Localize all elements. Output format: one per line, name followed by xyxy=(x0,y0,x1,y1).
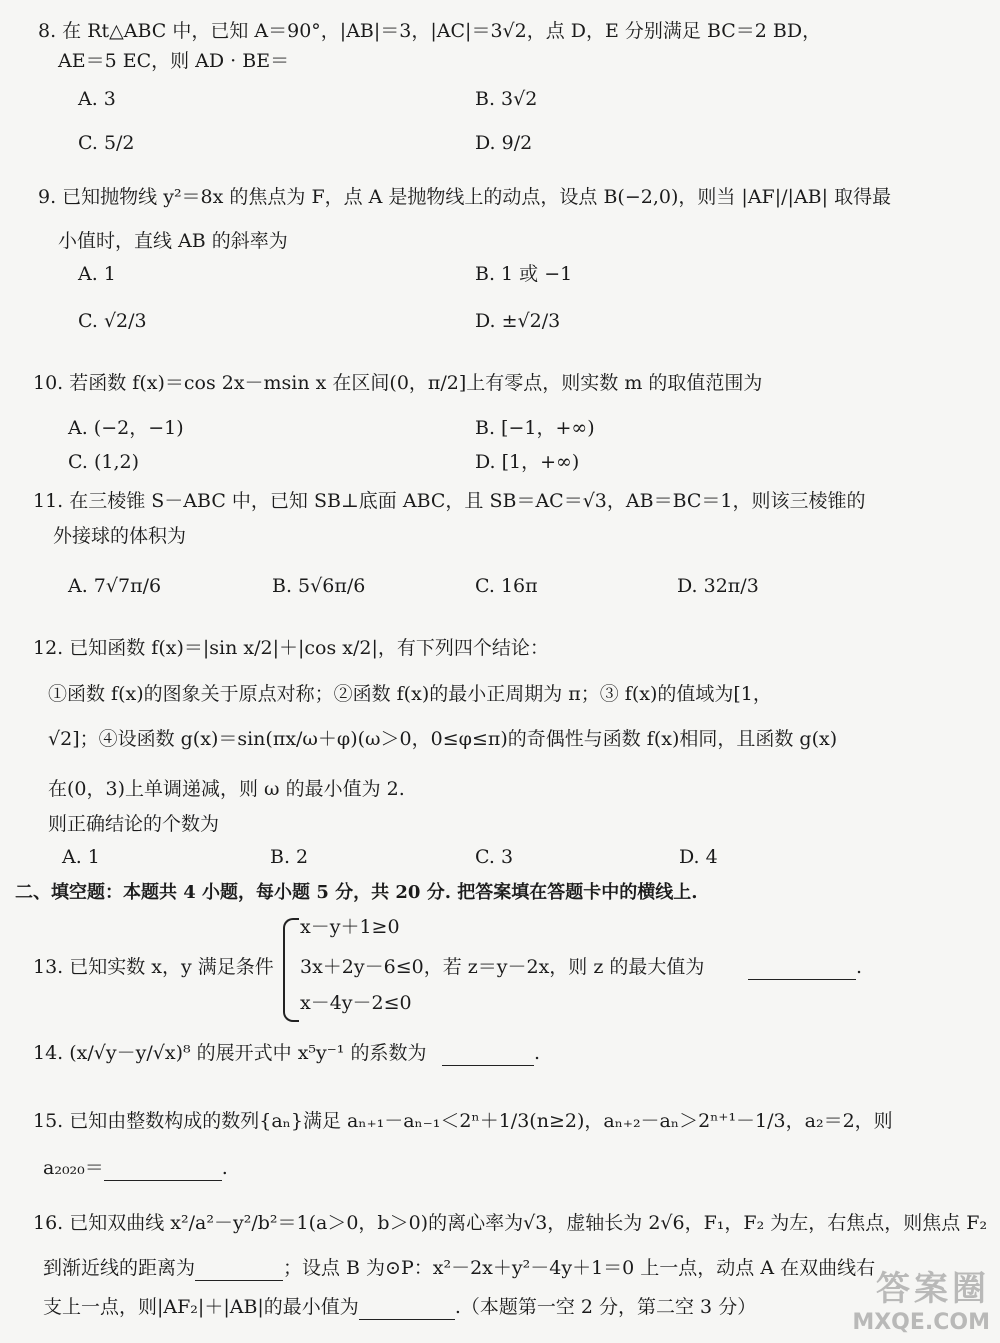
q15-answer-blank[interactable] xyxy=(104,1157,222,1181)
q12-line1: ①函数 f(x)的图象关于原点对称；②函数 f(x)的最小正周期为 π；③ f(x)的值域为[1， xyxy=(48,683,772,705)
q13-brace xyxy=(283,918,299,1022)
q9-option-d: D. ±√2/3 xyxy=(475,310,561,332)
q16-stem-line2 xyxy=(43,1257,875,1281)
site-watermark xyxy=(852,1261,990,1335)
q12-line4: 则正确结论的个数为 xyxy=(48,813,220,835)
q9-option-c: C. √2/3 xyxy=(78,310,147,332)
q10-option-b: B. [−1，+∞) xyxy=(475,417,595,439)
q9-stem-line1: 9. 已知抛物线 y²＝8x 的焦点为 F，点 A 是抛物线上的动点，设点 B(−2,0)，则当 |AF|/|AB| 取得最 xyxy=(38,186,892,208)
q13-stem-prefix: 13. 已知实数 x，y 满足条件 xyxy=(33,956,274,978)
q11-option-b: B. 5√6π/6 xyxy=(272,575,366,597)
q8-option-c: C. 5/2 xyxy=(78,132,135,154)
q8-option-b: B. 3√2 xyxy=(475,88,538,110)
q14-end: . xyxy=(534,1042,541,1064)
q10-option-a: A. (−2，−1) xyxy=(68,417,184,439)
q9-option-a: A. 1 xyxy=(78,263,116,285)
q16-blank-1[interactable] xyxy=(195,1257,283,1281)
q16-blank-2[interactable] xyxy=(359,1296,455,1320)
q15-a2020-label: a₂₀₂₀＝ xyxy=(43,1157,104,1179)
q16-part2: ；设点 B 为⊙P：x²－2x＋y²－4y＋1＝0 上一点，动点 A 在双曲线右 xyxy=(283,1257,876,1279)
q10-stem: 10. 若函数 f(x)＝cos 2x－msin x 在区间(0，π/2]上有零点，则实数 m 的取值范围为 xyxy=(33,372,763,394)
q10-option-c: C. (1,2) xyxy=(68,451,139,473)
q11-stem-line2: 外接球的体积为 xyxy=(53,525,187,547)
watermark-logo-text: 答案圈 xyxy=(876,1269,990,1309)
q13-answer-blank[interactable] xyxy=(748,956,862,980)
q14-answer-blank[interactable] xyxy=(442,1042,540,1066)
q11-option-c: C. 16π xyxy=(475,575,538,597)
q12-option-c: C. 3 xyxy=(475,846,514,868)
q16-stem-line1: 16. 已知双曲线 x²/a²－y²/b²＝1(a＞0，b＞0)的离心率为√3，虚轴长为 2√6，F₁，F₂ 为左，右焦点，则焦点 F₂ xyxy=(33,1212,988,1234)
q16-stem-line3 xyxy=(43,1296,756,1320)
q11-stem-line1: 11. 在三棱锥 S－ABC 中，已知 SB⊥底面 ABC，且 SB＝AC＝√3，AB＝BC＝1，则该三棱锥的 xyxy=(33,490,866,512)
q13-condition-1: x－y＋1≥0 xyxy=(300,916,400,938)
q8-stem-line2: AE＝5 EC，则 AD · BE＝ xyxy=(58,50,290,72)
watermark-url: MXQE.COM xyxy=(852,1310,990,1335)
q8-option-d: D. 9/2 xyxy=(475,132,533,154)
q12-line2: √2]；④设函数 g(x)＝sin(πx/ω＋φ)(ω＞0，0≤φ≤π)的奇偶性与函数 f(x)相同，且函数 g(x) xyxy=(48,728,838,750)
q14-stem: 14. (x/√y－y/√x)⁸ 的展开式中 x⁵y⁻¹ 的系数为 xyxy=(33,1042,427,1064)
q9-option-b: B. 1 或 −1 xyxy=(475,263,573,285)
q12-option-b: B. 2 xyxy=(270,846,309,868)
q11-option-d: D. 32π/3 xyxy=(677,575,759,597)
q8-stem-line1: 8. 在 Rt△ABC 中，已知 A＝90°，|AB|＝3，|AC|＝3√2，点 D，E 分别满足 BC＝2 BD， xyxy=(38,20,822,42)
q11-option-a: A. 7√7π/6 xyxy=(68,575,162,597)
q13-condition-3: x－4y－2≤0 xyxy=(300,992,412,1014)
q12-option-a: A. 1 xyxy=(62,846,100,868)
q13-end: . xyxy=(856,956,863,978)
q12-option-d: D. 4 xyxy=(679,846,718,868)
q16-part1: 到渐近线的距离为 xyxy=(43,1257,196,1279)
q16-part3: 支上一点，则|AF₂|＋|AB|的最小值为 xyxy=(43,1296,359,1318)
q8-option-a: A. 3 xyxy=(78,88,116,110)
q16-part4: .（本题第一空 2 分，第二空 3 分） xyxy=(454,1296,757,1318)
q13-condition-2: 3x＋2y－6≤0，若 z＝y－2x，则 z 的最大值为 xyxy=(300,956,705,978)
q10-option-d: D. [1，+∞) xyxy=(475,451,580,473)
q9-stem-line2: 小值时，直线 AB 的斜率为 xyxy=(58,230,288,252)
q15-stem-line1: 15. 已知由整数构成的数列{aₙ}满足 aₙ₊₁－aₙ₋₁＜2ⁿ＋1/3(n≥2)，aₙ₊₂－aₙ＞2ⁿ⁺¹－1/3，a₂＝2，则 xyxy=(33,1110,893,1132)
section-2-heading: 二、填空题：本题共 4 小题，每小题 5 分，共 20 分. 把答案填在答题卡中的横线上. xyxy=(15,882,698,903)
q12-line3: 在(0，3)上单调递减，则 ω 的最小值为 2. xyxy=(48,778,405,800)
q12-stem: 12. 已知函数 f(x)＝|sin x/2|＋|cos x/2|，有下列四个结论： xyxy=(33,637,549,659)
q15-stem-line2 xyxy=(43,1157,228,1181)
q15-end: . xyxy=(221,1157,228,1179)
